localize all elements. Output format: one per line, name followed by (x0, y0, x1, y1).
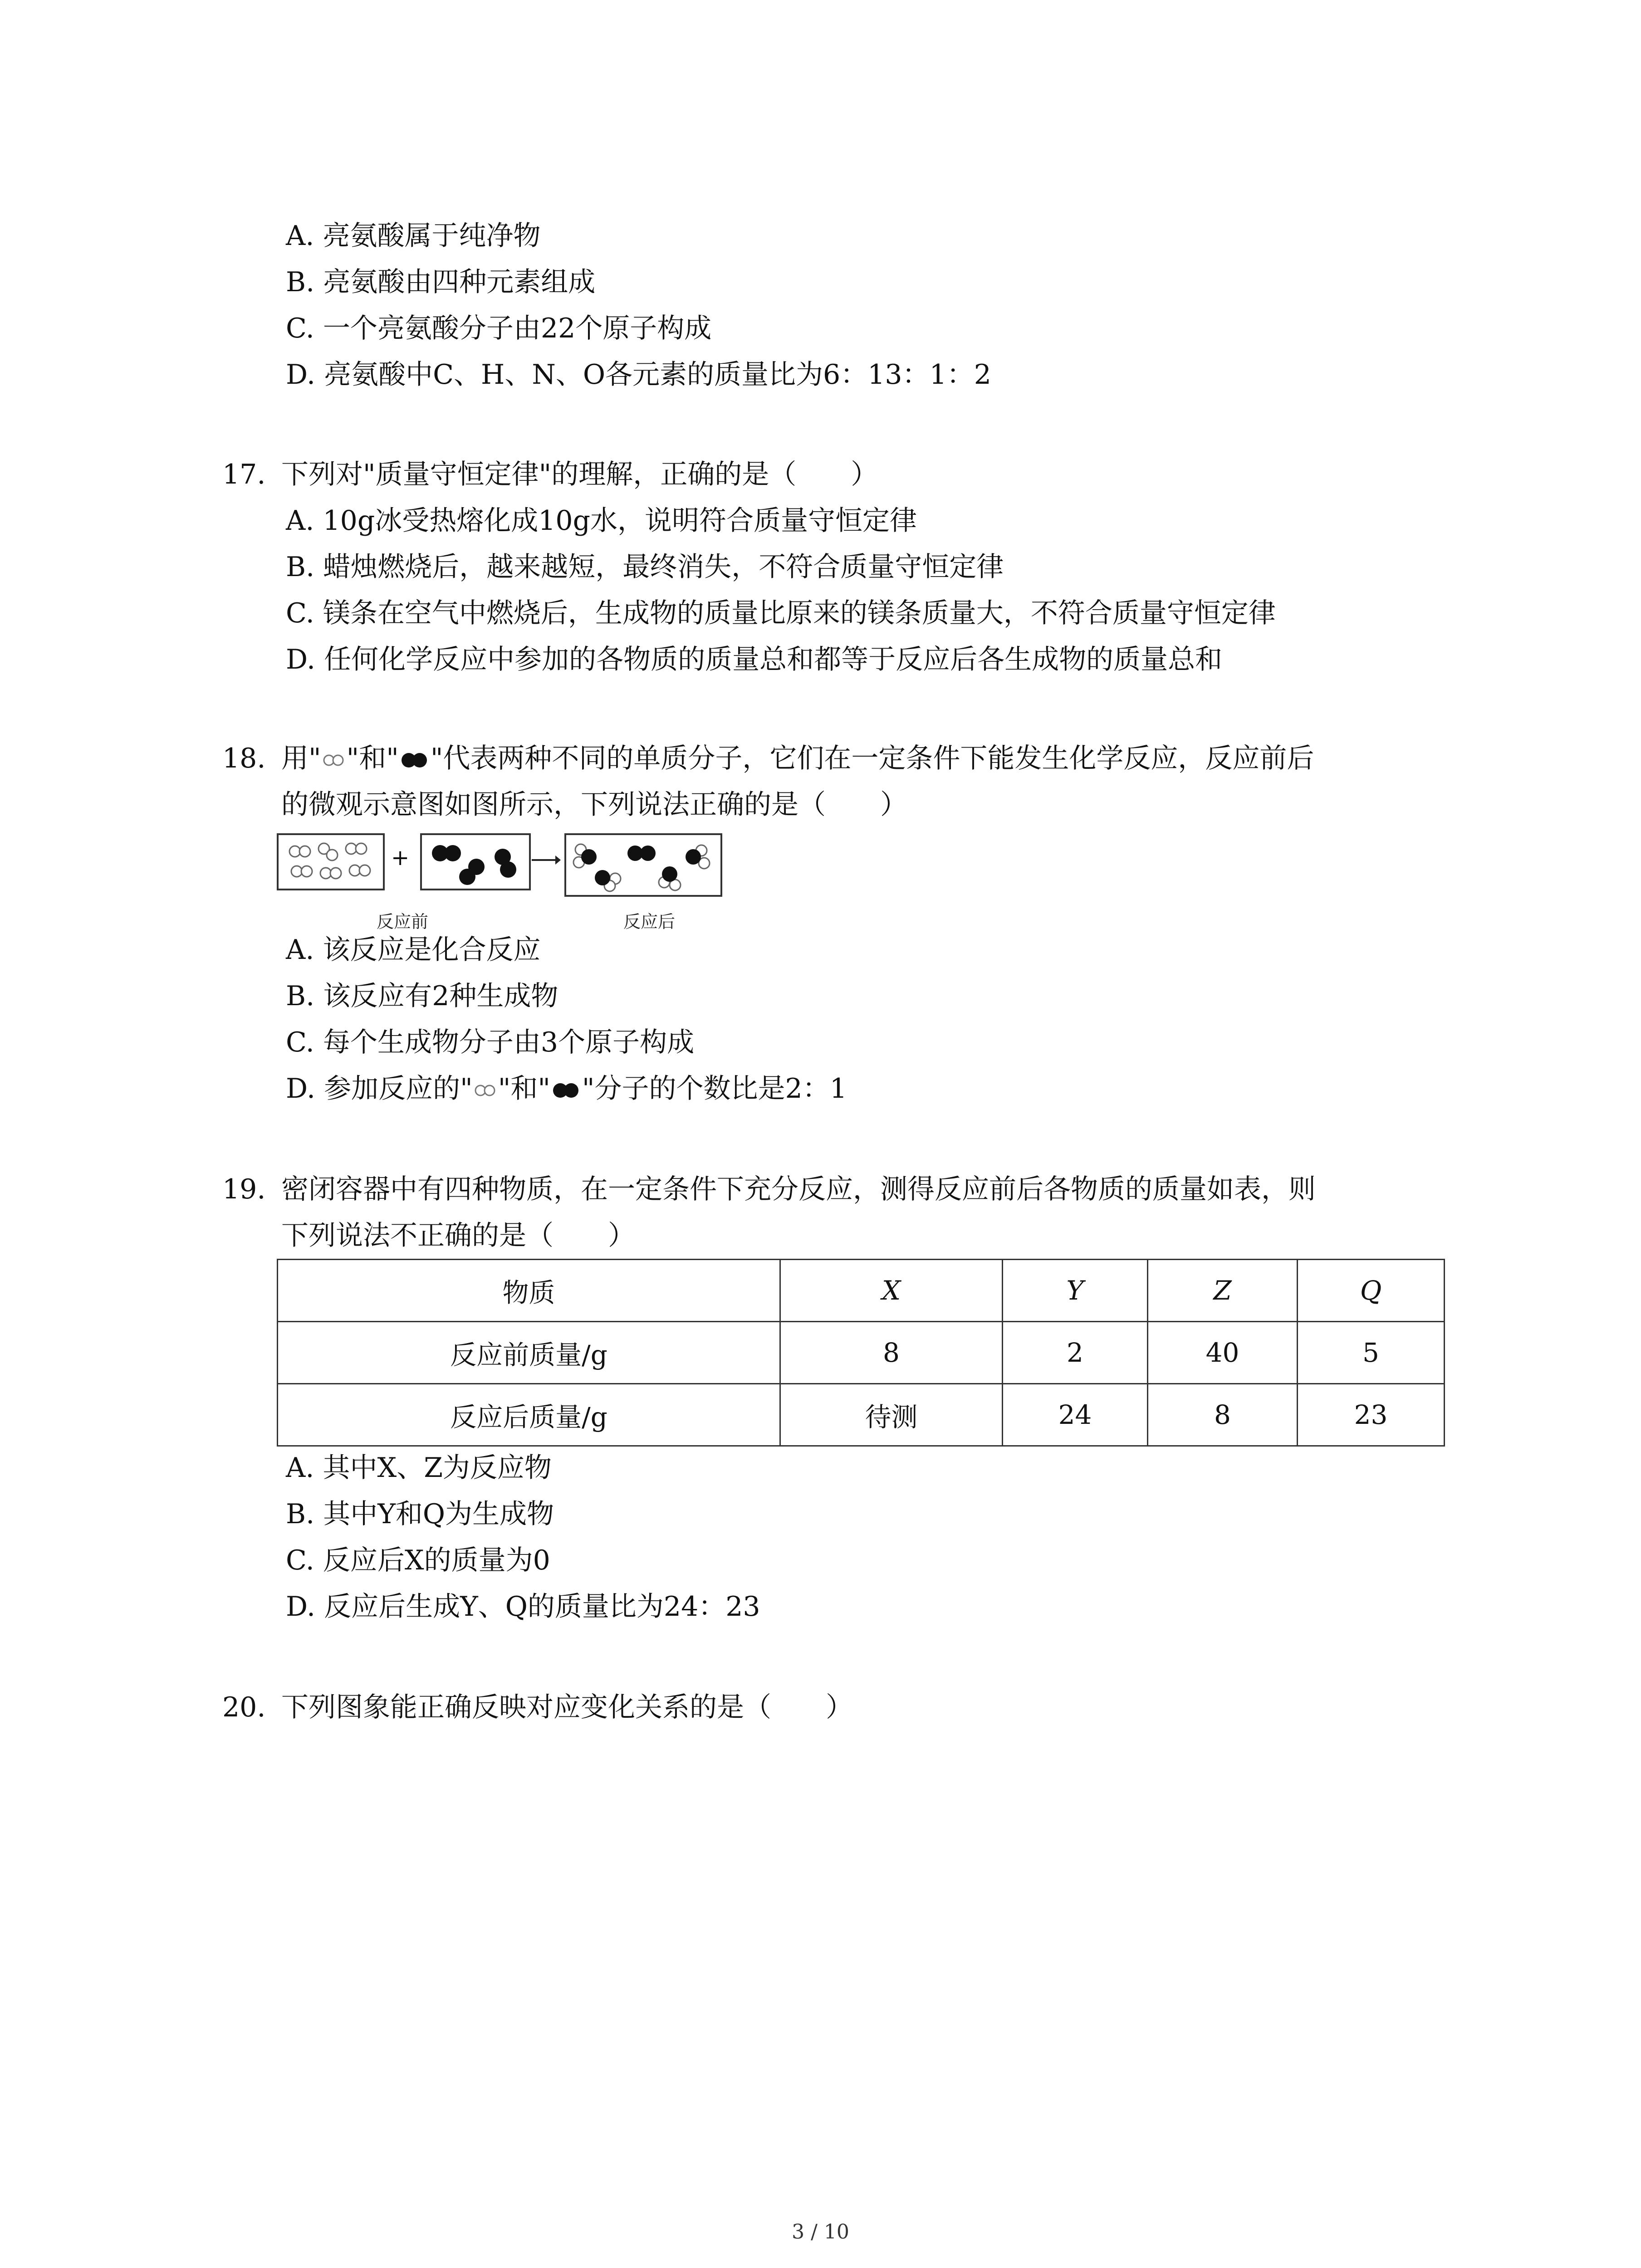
q19-number: 19. (222, 1173, 266, 1205)
product-molecules-icon (566, 835, 720, 895)
q19-option-c: C. 反应后X的质量为0 (286, 1545, 550, 1576)
table-header-cell: 物质 (278, 1260, 780, 1322)
q17-number: 17. (222, 459, 266, 490)
q18-stem-line1 (281, 740, 1314, 777)
q19-option-a: A. 其中X、Z为反应物 (286, 1452, 552, 1484)
table-cell: 8 (1148, 1384, 1298, 1446)
q18-option-d-text-2: "和" (498, 1073, 550, 1105)
table-cell: 24 (1003, 1384, 1148, 1446)
q19-stem-line1: 密闭容器中有四种物质，在一定条件下充分反应，测得反应前后各物质的质量如表，则 (281, 1173, 1316, 1205)
reactant-box-white (277, 833, 385, 890)
table-header-cell: Y (1003, 1260, 1148, 1322)
black-molecules-icon (422, 835, 529, 889)
product-box (564, 833, 722, 897)
q18-option-d-text-3: "分子的个数比是2：1 (582, 1073, 847, 1105)
table-cell: 8 (780, 1322, 1003, 1384)
q17-option-c: C. 镁条在空气中燃烧后，生成物的质量比原来的镁条质量大，不符合质量守恒定律 (286, 597, 1276, 629)
table-row (278, 1384, 1445, 1446)
label-before-reaction: 反应前 (377, 912, 429, 932)
q18-option-a: A. 该反应是化合反应 (286, 934, 541, 966)
black-molecule-icon (399, 751, 431, 769)
q19-option-b: B. 其中Y和Q为生成物 (286, 1498, 554, 1530)
black-molecule-icon (550, 1081, 582, 1100)
q19-option-d: D. 反应后生成Y、Q的质量比为24：23 (286, 1591, 760, 1623)
q19-stem-line2: 下列说法不正确的是（ ） (281, 1220, 635, 1251)
q16-option-a: A. 亮氨酸属于纯净物 (286, 220, 541, 252)
mass-table (277, 1259, 1445, 1447)
table-header-cell: Q (1298, 1260, 1445, 1322)
page-number: 3 / 10 (792, 2220, 849, 2244)
label-after-reaction: 反应后 (623, 912, 676, 932)
q18-option-d (286, 1070, 847, 1107)
q17-stem: 下列对"质量守恒定律"的理解，正确的是（ ） (281, 459, 878, 490)
q20-stem: 下列图象能正确反映对应变化关系的是（ ） (281, 1691, 853, 1723)
table-row (278, 1322, 1445, 1384)
q16-option-b: B. 亮氨酸由四种元素组成 (286, 266, 596, 298)
reaction-diagram (277, 828, 740, 941)
arrow-right-icon (531, 853, 561, 867)
table-cell: 反应后质量/g (278, 1384, 780, 1446)
q17-option-a: A. 10g冰受热熔化成10g水，说明符合质量守恒定律 (286, 505, 917, 537)
q18-stem-text-3: "代表两种不同的单质分子，它们在一定条件下能发生化学反应，反应前后 (430, 743, 1314, 774)
table-cell: 待测 (780, 1384, 1003, 1446)
white-molecule-icon (473, 1084, 498, 1097)
q18-stem-text-1: 用" (281, 743, 321, 774)
q16-option-d: D. 亮氨酸中C、H、N、O各元素的质量比为6：13：1：2 (286, 359, 991, 391)
q17-option-d: D. 任何化学反应中参加的各物质的质量总和都等于反应后各生成物的质量总和 (286, 644, 1223, 675)
q18-stem-text-2: "和" (346, 743, 399, 774)
table-cell: 2 (1003, 1322, 1148, 1384)
white-molecule-icon (321, 753, 347, 767)
q18-stem-line2: 的微观示意图如图所示，下列说法正确的是（ ） (281, 789, 907, 821)
q18-option-d-text-1: D. 参加反应的" (286, 1073, 473, 1105)
table-cell: 40 (1148, 1322, 1298, 1384)
table-header-cell: X (780, 1260, 1003, 1322)
q17-option-b: B. 蜡烛燃烧后，越来越短，最终消失，不符合质量守恒定律 (286, 551, 1004, 583)
plus-icon: + (391, 845, 410, 870)
table-header-cell: Z (1148, 1260, 1298, 1322)
q20-number: 20. (222, 1691, 266, 1723)
table-cell: 23 (1298, 1384, 1445, 1446)
q18-option-b: B. 该反应有2种生成物 (286, 980, 558, 1012)
table-header-row (278, 1260, 1445, 1322)
table-cell: 5 (1298, 1322, 1445, 1384)
reactant-box-black (420, 833, 531, 890)
q16-option-c: C. 一个亮氨酸分子由22个原子构成 (286, 313, 712, 344)
white-molecules-icon (279, 835, 383, 889)
q18-option-c: C. 每个生成物分子由3个原子构成 (286, 1026, 695, 1058)
table-cell: 反应前质量/g (278, 1322, 780, 1384)
q18-number: 18. (222, 743, 266, 774)
